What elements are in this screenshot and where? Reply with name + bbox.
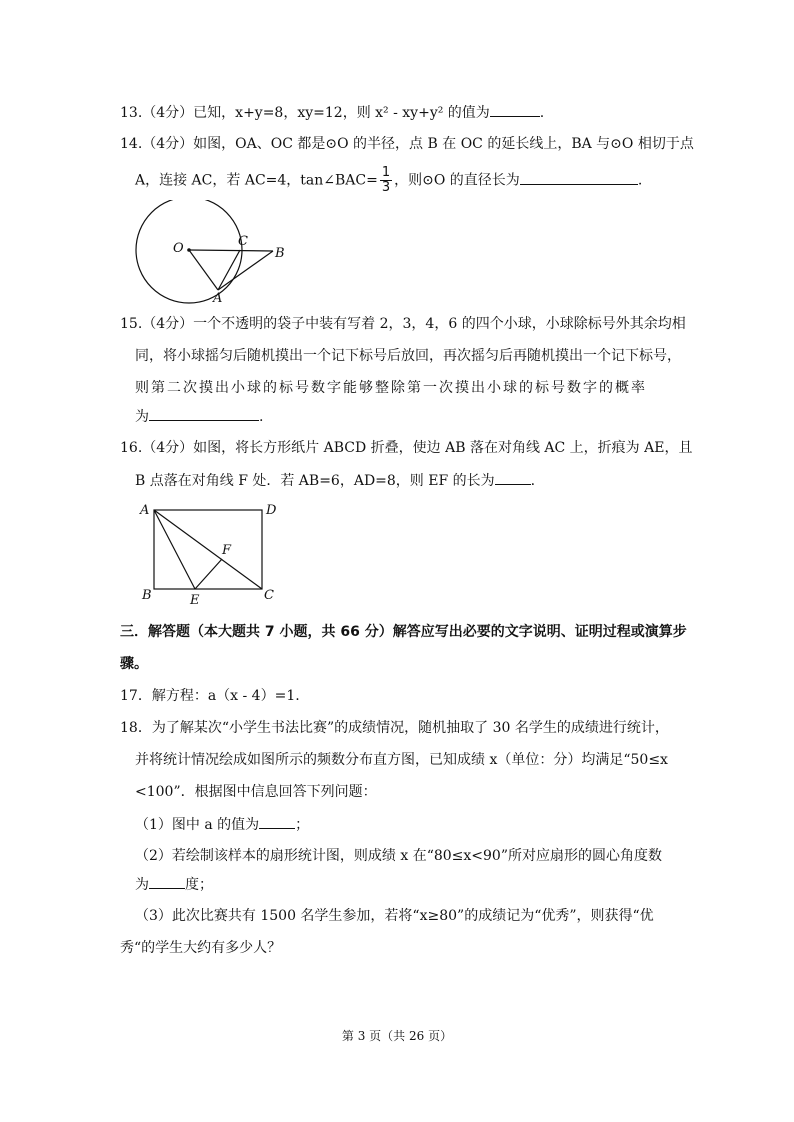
question-14-line1: 14.（4分）如图，OA、OC 都是⊙O 的半径，点 B 在 OC 的延长线上，BA 与⊙O 相切于点 [120,136,694,152]
section-3-heading-line2: 骤。 [120,656,148,672]
question-15-line2: 同，将小球摇匀后随机摸出一个记下标号后放回，再次摇匀后再随机摸出一个记下标号， [135,348,681,364]
label-d: D [266,503,277,518]
q14-line2-pre: A，连接 AC，若 AC=4，tan∠BAC= [135,172,378,189]
question-18-part3-line1: （3）此次比赛共有 1500 名学生参加，若将“x≥80”的成绩记为“优秀”，则获得“优 [135,908,654,924]
label-c: C [238,234,248,249]
segment-ab [218,251,273,290]
q18-part2-post: 度； [185,877,213,893]
question-18-part1 [135,814,309,835]
section-3-heading-line1: 三．解答题（本大题共 7 小题，共 66 分）解答应写出必要的文字说明、证明过程或演算步 [120,624,687,640]
question-14-line2 [135,166,642,195]
segment-ob [189,250,273,251]
q13-end: . [539,105,545,121]
q18-part2-pre: 为 [135,877,149,893]
figure-16-rectangle-diagram [138,498,288,610]
segment-oa [189,250,218,290]
fraction-denominator: 3 [381,180,391,195]
question-18-part2-line1: （2）若绘制该样本的扇形统计图，则成绩 x 在“80≤x<90”所对应扇形的圆心角度数 [135,848,663,864]
q16-end: . [530,473,536,489]
figure-14-circle-diagram [128,200,298,310]
diagonal-ac [154,510,262,589]
q14-end: . [637,172,643,189]
question-17: 17．解方程：a（x - 4）=1. [120,688,300,704]
question-15-line1: 15.（4分）一个不透明的袋子中装有写着 2，3，4，6 的四个小球，小球除标号外其余均相 [120,316,686,332]
question-18-line3: <100”．根据图中信息回答下列问题： [135,784,377,800]
q18-part1-pre: （1）图中 a 的值为 [135,817,260,833]
q13-text: 13.（4分）已知，x+y=8，xy=12，则 x² - xy+y² 的值为 [120,105,490,121]
label-b: B [142,588,152,603]
point-o [187,248,191,252]
q14-answer-blank[interactable] [520,170,638,185]
segment-ef [195,559,222,589]
page-footer: 第 3 页（共 26 页） [341,1029,453,1043]
question-18-line1: 18．为了解某次“小学生书法比赛”的成绩情况，随机抽取了 30 名学生的成绩进行统计， [120,720,669,736]
q16-line2-pre: B 点落在对角线 F 处．若 AB=6，AD=8，则 EF 的长为 [135,473,495,489]
label-e: E [190,593,200,608]
question-13 [120,102,544,123]
fraction-numerator: 1 [381,165,391,180]
q18-part2-answer-blank[interactable] [149,874,185,889]
label-f: F [222,543,232,558]
label-b: B [275,246,285,261]
question-15-line3: 则第二次摸出小球的标号数字能够整除第一次摸出小球的标号数字的概率 [135,380,647,396]
question-18-part3-line2: 秀“的学生大约有多少人？ [120,940,282,956]
question-15-line4 [135,406,263,427]
question-18-part2-line2 [135,874,213,895]
q18-part1-answer-blank[interactable] [259,814,295,829]
q13-answer-blank[interactable] [490,102,540,117]
q16-answer-blank[interactable] [495,470,531,485]
label-a: A [213,291,223,306]
tan-fraction [380,166,392,195]
question-18-line2: 并将统计情况绘成如图所示的频数分布直方图，已知成绩 x（单位：分）均满足“50≤x [135,752,668,768]
q15-end: . [259,409,264,425]
q14-line2-post: ，则⊙O 的直径长为 [394,172,520,189]
q18-part1-end: ； [295,817,310,833]
label-o: O [173,241,184,256]
q15-line4-pre: 为 [135,409,149,425]
label-a: A [140,503,150,518]
question-16-line2 [135,470,535,491]
label-c: C [264,588,274,603]
question-16-line1: 16.（4分）如图，将长方形纸片 ABCD 折叠，使边 AB 落在对角线 AC 上，折痕为 AE，且 [120,440,693,456]
q15-answer-blank[interactable] [149,406,259,421]
fold-line-ae [154,510,195,589]
